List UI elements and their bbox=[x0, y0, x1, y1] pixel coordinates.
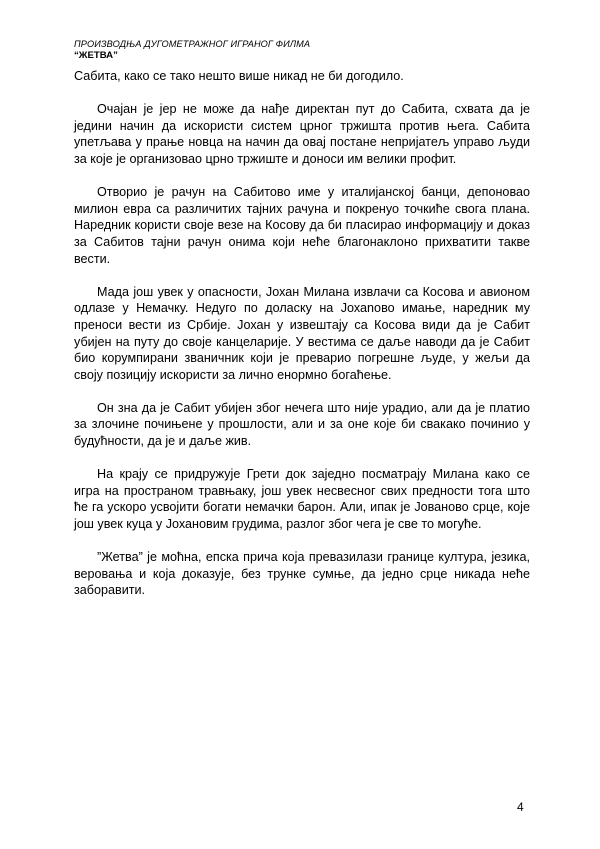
paragraph: Мада још увек у опасности, Јохан Милана извлачи са Косова и авионом одлазе у Немачку. Недуго по доласку на Јохаnово имање, наредник му преноси вести из Србије. Јохан у извештају са Косова види да је Сабит убијен на путу до своје канцеларије. У вестима се даље наводи да је Сабит био корумпирани званичник који је преварио погрешне људе, у жељи да своју позицију искористи за лично енормно богаћење. bbox=[74, 284, 530, 382]
paragraph: Очајан је јер не може да нађе директан пут до Сабита, схвата да је једини начин да искористи систем црног тржишта против њега. Сабита упетљава у прање новца на начин да овај постане непријатељ управо људи за које је организовао црно тржиште и доноси им велики профит. bbox=[74, 102, 530, 166]
production-label: ПРОИЗВОДЊА ДУГОМЕТРАЖНОГ ИГРАНОГ ФИЛМА bbox=[74, 39, 311, 49]
film-title: “ЖЕТВА” bbox=[74, 50, 118, 61]
paragraph: На крају се придружује Грети док заједно посматрају Милана како се игра на пространом травњаку, још увек несвесног свих предности тога што ће га ускоро усвојити богати немачки барон. Али, ипак је Јованово срце, које још увек куца у Јохановим грудима, разлог због чега је све то могуће. bbox=[74, 467, 530, 532]
body-text bbox=[74, 68, 530, 616]
paragraph: Он зна да је Сабит убијен због нечега што није урадио, али да је платио за злочине почињене у прошлости, али и за оне које би свакако починио у будућности, да је и даље жив. bbox=[74, 400, 530, 449]
page-number: 4 bbox=[517, 800, 524, 814]
page-header bbox=[74, 38, 534, 62]
paragraph: ”Жетва” је моћна, епска прича која превазилази границе култура, језика, веровања и која доказује, без трунке сумње, да једно срце никада неће заборавити. bbox=[74, 550, 530, 598]
paragraph: Отворио је рачун на Сабитово име у италијанској банци, депоновао милион евра са различитих тајних рачуна и покренуо точкиће свога плана. Наредник користи своје везе на Косову да би пласирао информацију и доказ за Сабитов тајни рачун онима који неће благонаклоно прихватити такве вести. bbox=[74, 185, 530, 266]
paragraph: Сабита, како се тако нешто више никад не би догодило. bbox=[74, 69, 404, 83]
